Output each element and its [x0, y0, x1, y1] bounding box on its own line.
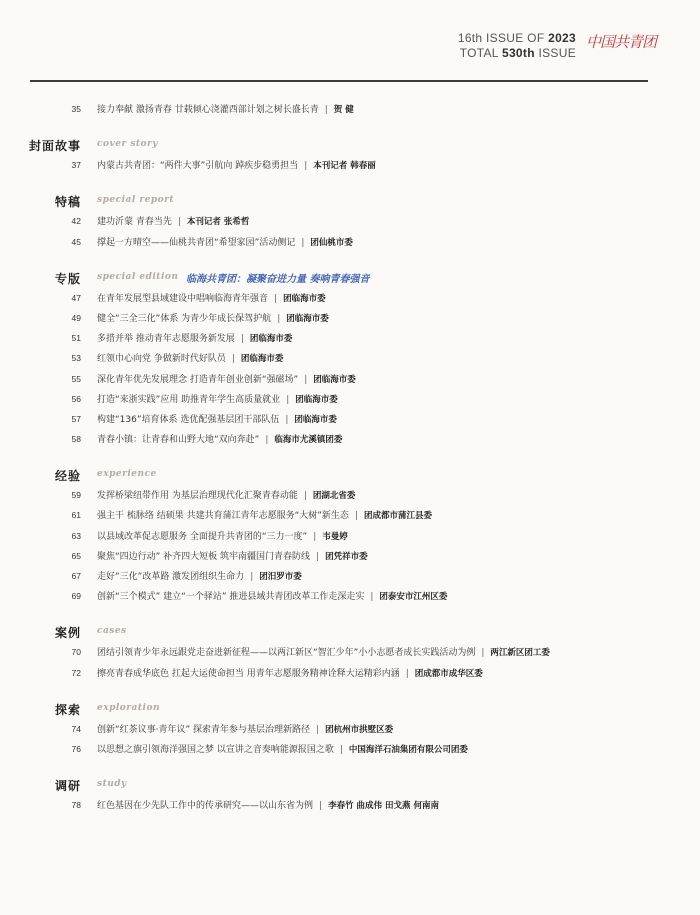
table-of-contents — [0, 100, 700, 816]
section-header — [0, 464, 700, 486]
page-number: 76 — [71, 743, 81, 754]
entry-title: 创新“三个模式” 建立“一个驿站” 推进县域共青团改革工作走深走实 — [97, 592, 365, 603]
entry-author: 两江新区团工委 — [490, 648, 550, 659]
entry-author: 团杭州市拱墅区委 — [325, 724, 394, 735]
entry-title: 红领巾心向党 争做新时代好队员 — [97, 354, 226, 365]
entry-title: 建功沂蒙 青春当先 — [97, 217, 172, 228]
separator: | — [301, 237, 305, 248]
section-title-cn: 调研 — [54, 779, 81, 794]
toc-entry[interactable] — [0, 567, 700, 587]
separator: | — [303, 491, 307, 502]
page-number: 58 — [71, 434, 81, 445]
page-number: 74 — [71, 723, 81, 734]
section-header — [0, 190, 700, 212]
separator: | — [285, 414, 289, 425]
toc-section — [0, 190, 700, 252]
entry-title: 以县域改革促志愿服务 全面提升共青团的“三力一度” — [97, 531, 308, 542]
separator: | — [177, 217, 181, 228]
entry-author: 韦曼婷 — [322, 531, 348, 542]
issue-year: 2023 — [548, 31, 576, 45]
page-number: 49 — [71, 312, 81, 323]
section-title-cn: 经验 — [54, 469, 81, 484]
separator: | — [286, 394, 290, 405]
entry-title: 撑起一方晴空——仙桃共青团“希望家园”活动侧记 — [97, 237, 296, 248]
separator: | — [304, 161, 308, 172]
entry-title: 团结引领青少年永远跟党走奋进新征程——以两江新区“智汇少年”小小志愿者成长实践活动为例 — [97, 648, 476, 659]
toc-entry[interactable] — [0, 289, 700, 309]
toc-entry[interactable] — [0, 486, 700, 506]
page-number: 65 — [71, 550, 81, 561]
section-header — [0, 134, 700, 156]
page-number: 56 — [71, 393, 81, 404]
entry-line — [97, 645, 550, 658]
toc-entry[interactable] — [0, 233, 700, 253]
page-number: 69 — [71, 591, 81, 602]
section-title-en: special report — [97, 195, 175, 206]
entry-author: 中国海洋石油集团有限公司团委 — [348, 744, 468, 755]
section-title-en: study — [97, 779, 127, 790]
entry-line — [97, 291, 326, 304]
issue-info — [458, 31, 576, 61]
entry-author: 贺 健 — [333, 105, 354, 115]
entry-title: 青春小镇：让青春和山野大地“双向奔赴” — [97, 435, 260, 446]
entry-line — [97, 508, 432, 521]
entry-author: 团湖北省委 — [312, 491, 356, 502]
entry-title: 在青年发展型县域建设中唱响临海青年强音 — [97, 293, 269, 304]
separator: | — [313, 531, 317, 542]
entry-title: 内蒙古共青团：“两件大事”引航向 踔疾步稳勇担当 — [97, 161, 299, 172]
separator: | — [370, 592, 374, 603]
section-title-cn: 专版 — [54, 271, 81, 286]
entry-line — [97, 569, 302, 582]
total-suffix: ISSUE — [538, 46, 576, 60]
page-number: 57 — [71, 413, 81, 424]
toc-entry[interactable] — [0, 740, 700, 760]
page-number: 67 — [71, 571, 81, 581]
separator: | — [304, 374, 308, 385]
entry-line — [97, 235, 353, 248]
entry-author: 临海市尤溪镇团委 — [274, 435, 343, 446]
toc-entry[interactable] — [0, 527, 700, 547]
entry-author: 团成都市成华区委 — [414, 668, 483, 679]
section-title-en: exploration — [97, 702, 161, 713]
page-number: 55 — [71, 373, 81, 384]
separator: | — [339, 744, 343, 755]
entry-author: 团成都市蒲江县委 — [363, 511, 432, 522]
page-number: 35 — [71, 104, 81, 114]
entry-title: 多措并举 推动青年志愿服务新发展 — [97, 334, 235, 345]
entry-title: 强主干 梳脉络 结硕果 共建共育蒲江青年志愿服务“大树”新生态 — [97, 511, 349, 522]
toc-section — [0, 698, 700, 760]
toc-entry[interactable] — [0, 664, 700, 684]
separator: | — [316, 551, 320, 562]
separator: | — [231, 354, 235, 365]
entry-line — [97, 311, 329, 324]
entry-title: 擦亮青春成华底色 扛起大运使命担当 用青年志愿服务精神诠释大运精彩内涵 — [97, 668, 400, 679]
section-gap — [0, 176, 700, 190]
section-title-en: experience — [97, 469, 157, 480]
entry-line — [97, 742, 468, 755]
page-number: 51 — [71, 333, 81, 344]
section-header — [0, 621, 700, 643]
entry-line — [97, 351, 283, 364]
entry-line — [97, 331, 292, 344]
magazine-logo: 中国共青团 — [586, 33, 657, 51]
total-label: TOTAL — [459, 46, 499, 60]
entry-line — [97, 666, 483, 679]
entry-line — [97, 798, 439, 811]
section-title-en: cover story — [97, 139, 159, 150]
section-title-cn: 封面故事 — [28, 139, 81, 154]
entry-title: 构建“136”培育体系 选优配强基层团干部队伍 — [97, 414, 280, 425]
entry-line — [97, 392, 338, 405]
section-title-cn: 案例 — [54, 626, 81, 641]
toc-entry[interactable] — [0, 643, 700, 663]
toc-entry[interactable] — [0, 156, 700, 176]
toc-entry[interactable] — [0, 547, 700, 567]
toc-entry[interactable] — [0, 430, 700, 450]
toc-entry[interactable] — [0, 100, 700, 120]
separator: | — [324, 105, 328, 115]
toc-entry[interactable] — [0, 390, 700, 410]
entry-author: 团汨罗市委 — [259, 572, 302, 582]
entry-line — [97, 529, 348, 542]
entry-author: 团临海市委 — [295, 394, 338, 405]
toc-entry[interactable] — [0, 410, 700, 430]
toc-entry[interactable] — [0, 329, 700, 349]
toc-entry[interactable] — [0, 506, 700, 526]
entry-title: 打造“来浙实践”应用 助推青年学生高质量就业 — [97, 394, 281, 405]
separator: | — [481, 648, 485, 659]
entry-line — [97, 488, 355, 501]
page-number: 53 — [71, 353, 81, 364]
section-gap — [0, 120, 700, 134]
page-number: 47 — [71, 292, 81, 303]
page-number: 63 — [71, 530, 81, 541]
section-theme: 临海共青团：凝聚奋进力量 奏响青春强音 — [186, 273, 370, 285]
entry-author: 团临海市委 — [249, 334, 293, 345]
entry-line — [97, 722, 393, 735]
entry-line — [97, 432, 342, 445]
section-gap — [0, 607, 700, 621]
section-title-cn: 特稿 — [54, 195, 81, 210]
page-number: 45 — [71, 236, 81, 247]
entry-line — [97, 549, 368, 562]
entry-title: 健全“三全三化”体系 为青少年成长保驾护航 — [97, 313, 272, 324]
toc-entry[interactable] — [0, 370, 700, 390]
intro-section — [0, 100, 700, 120]
toc-entry[interactable] — [0, 349, 700, 369]
entry-author: 团临海市委 — [313, 374, 356, 385]
entry-author: 团泰安市江州区委 — [379, 592, 448, 603]
page-number: 42 — [71, 216, 81, 227]
entry-author: 团临海市委 — [294, 414, 337, 425]
separator: | — [405, 668, 409, 679]
entry-author: 团临海市委 — [286, 313, 329, 324]
separator: | — [319, 801, 323, 812]
separator: | — [240, 334, 244, 345]
page-number: 72 — [71, 667, 81, 678]
entry-line — [97, 372, 356, 385]
section-title-cn: 探索 — [54, 702, 81, 717]
entry-line — [97, 412, 337, 425]
header-rule — [30, 80, 648, 82]
separator: | — [265, 435, 269, 446]
entry-author: 团凭祥市委 — [325, 551, 368, 562]
toc-entry[interactable] — [0, 309, 700, 329]
section-gap — [0, 450, 700, 464]
toc-entry[interactable] — [0, 796, 700, 816]
section-header — [0, 698, 700, 720]
entry-title: 深化青年优先发展理念 打造青年创业创新“强磁场” — [97, 374, 299, 385]
toc-section — [0, 134, 700, 176]
entry-title: 发挥桥梁纽带作用 为基层治理现代化汇聚青春动能 — [97, 491, 298, 502]
entry-author: 团临海市委 — [240, 354, 284, 365]
toc-entry[interactable] — [0, 720, 700, 740]
section-gap — [0, 760, 700, 774]
entry-author: 本刊记者 韩春丽 — [313, 161, 376, 172]
separator: | — [250, 572, 254, 582]
section-header — [0, 774, 700, 796]
page-number: 70 — [71, 647, 81, 658]
toc-section — [0, 464, 700, 607]
page-header — [0, 0, 700, 84]
toc-entry[interactable] — [0, 587, 700, 607]
entry-title: 红色基因在少先队工作中的传承研究——以山东省为例 — [97, 801, 314, 812]
entry-title: 聚焦“四边行动” 补齐四大短板 筑牢南疆国门青春防线 — [97, 551, 311, 562]
toc-entry[interactable] — [0, 212, 700, 232]
entry-line — [97, 589, 447, 602]
page-number: 61 — [71, 510, 81, 521]
toc-section — [0, 774, 700, 816]
separator: | — [274, 293, 278, 304]
entry-line — [97, 102, 354, 115]
entry-title: 接力奉献 激扬青春 廿载倾心浇灌西部计划之树长盛长青 — [97, 105, 319, 115]
section-gap — [0, 684, 700, 698]
page-number: 59 — [71, 490, 81, 501]
entry-author: 团临海市委 — [283, 293, 326, 304]
separator: | — [316, 724, 320, 735]
issue-line: 16th ISSUE OF — [457, 31, 545, 45]
section-title-en: special edition — [97, 271, 179, 282]
entry-author: 团仙桃市委 — [310, 237, 353, 248]
entry-author: 李春竹 曲成伟 田戈燕 何南南 — [328, 801, 439, 812]
entry-title: 走好“三化”改革路 激发团组织生命力 — [97, 572, 245, 582]
entry-title: 以思想之旗引领海洋强国之梦 以宣讲之音奏响能源报国之歌 — [97, 744, 334, 755]
entry-line — [97, 158, 376, 171]
separator: | — [277, 313, 281, 324]
entry-title: 创新“红茶议事·青年议” 探索青年参与基层治理新路径 — [97, 724, 311, 735]
entry-author: 本刊记者 张希哲 — [186, 217, 250, 228]
section-header — [0, 267, 700, 289]
toc-section — [0, 267, 700, 451]
entry-line — [97, 214, 249, 227]
section-title-en: cases — [97, 626, 127, 637]
section-gap — [0, 253, 700, 267]
separator: | — [354, 511, 358, 522]
toc-section — [0, 621, 700, 683]
page-number: 78 — [71, 800, 81, 811]
total-number: 530th — [501, 46, 535, 60]
page-number: 37 — [71, 160, 81, 171]
